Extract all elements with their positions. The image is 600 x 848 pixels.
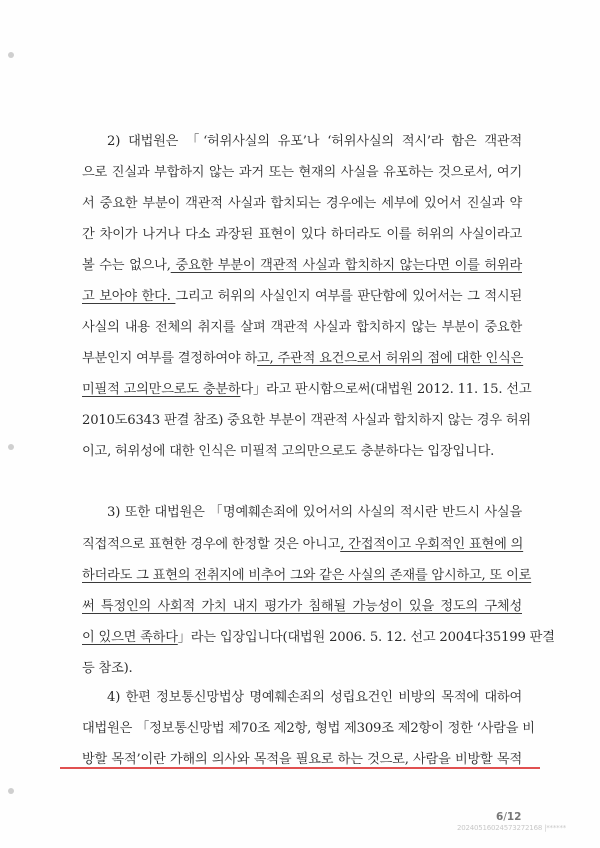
paragraph-2-line-1: 2) 대법원은 「‘허위사실의 유포’나 ‘허위사실의 적시’라 함은 객관적 (107, 134, 522, 149)
paragraph-2-line-2: 으로 진실과 부합하지 않는 과거 또는 현재의 사실을 유포하는 것으로서, 여기 (82, 165, 522, 180)
paragraph-2-line-6-underlined: 고 보아야 한다. 그리고 허위의 사실인지 여부를 판단함에 있어서는 그 적시된 (82, 289, 523, 304)
paragraph-2-line-11: 이고, 허위성에 대한 인식은 미필적 고의만으로도 충분하다는 입장입니다. (82, 444, 495, 459)
red-margin-rule (60, 767, 540, 769)
issuance-stamp: 20240516024573272168 |****** (457, 824, 567, 832)
underlined-text: 고, 주관적 요건으로서 허위의 점에 대한 인식은 (256, 351, 524, 366)
underlined-text: , 간접적이고 우회적인 표현에 의 (340, 537, 524, 552)
underlined-text: 이 있으면 족하다 (82, 630, 178, 645)
paragraph-3-line-3: 하더라도 그 표현의 전취지에 비추어 그와 같은 사실의 존재를 암시하고, 또 이로 (82, 568, 532, 583)
paragraph-4-line-2: 대법원은 「정보통신망법 제70조 제2항, 형법 제309조 제2항이 정한 ‘사람을 비 (82, 721, 535, 736)
punch-hole-mark (8, 788, 14, 794)
paragraph-3-line-5-underlined: 이 있으면 족하다」라는 입장입니다(대법원 2006. 5. 12. 선고 2004다35199 판결 (82, 630, 555, 645)
paragraph-2-line-10: 2010도6343 판결 참조) 중요한 부분이 객관적 사실과 합치하지 않는 경우 허위 (82, 413, 531, 428)
page-current: 6 (496, 811, 504, 823)
paragraph-3-line-1: 3) 또한 대법원은 「명예훼손죄에 있어서의 사실의 적시란 반드시 사실을 (107, 505, 522, 520)
underlined-text: 중요한 부분이 객관적 사실과 합치하지 않는다면 이를 허위라 (170, 258, 522, 273)
paragraph-3-line-6: 등 참조). (82, 661, 133, 676)
paragraph-3-line-2-underlined: 직접적으로 표현한 경우에 한정할 것은 아니고, 간접적이고 우회적인 표현에 의 (82, 537, 524, 552)
page-number: 6/12 (496, 811, 522, 823)
paragraph-4-line-3: 방할 목적’이란 가해의 의사와 목적을 필요로 하는 것으로, 사람을 비방할 목적 (82, 752, 522, 767)
punch-hole-mark (8, 52, 14, 58)
underlined-text: 미필적 고의만으로도 충분하 (82, 382, 241, 397)
paragraph-2-line-9-underlined: 미필적 고의만으로도 충분하다」라고 판시함으로써(대법원 2012. 11. 15. 선고 (82, 382, 532, 397)
paragraph-4-line-1: 4) 한편 정보통신망법상 명예훼손죄의 성립요건인 비방의 목적에 대하여 (107, 690, 522, 705)
paragraph-2-line-7: 사실의 내용 전체의 취지를 살펴 객관적 사실과 합치하지 않는 부분이 중요한 (82, 320, 522, 335)
paragraph-2-line-3: 서 중요한 부분이 객관적 사실과 합치되는 경우에는 세부에 있어서 진실과 약 (82, 196, 522, 211)
paragraph-3-line-4: 써 특정인의 사회적 가치 내지 평가가 침해될 가능성이 있을 정도의 구체성 (82, 599, 522, 614)
paragraph-2-line-8-underlined: 부분인지 여부를 결정하여야 하고, 주관적 요건으로서 허위의 점에 대한 인식은 (82, 351, 524, 366)
paragraph-2-line-4: 간 차이가 나거나 다소 과장된 표현이 있다 하더라도 이를 허위의 사실이라고 (82, 227, 522, 242)
paragraph-2-line-5-underlined: 볼 수는 없으나, 중요한 부분이 객관적 사실과 합치하지 않는다면 이를 허위라 (82, 258, 522, 273)
underlined-text: 고 보아야 한다. (82, 289, 176, 304)
punch-hole-mark (8, 444, 14, 450)
page-total: 12 (506, 811, 522, 823)
